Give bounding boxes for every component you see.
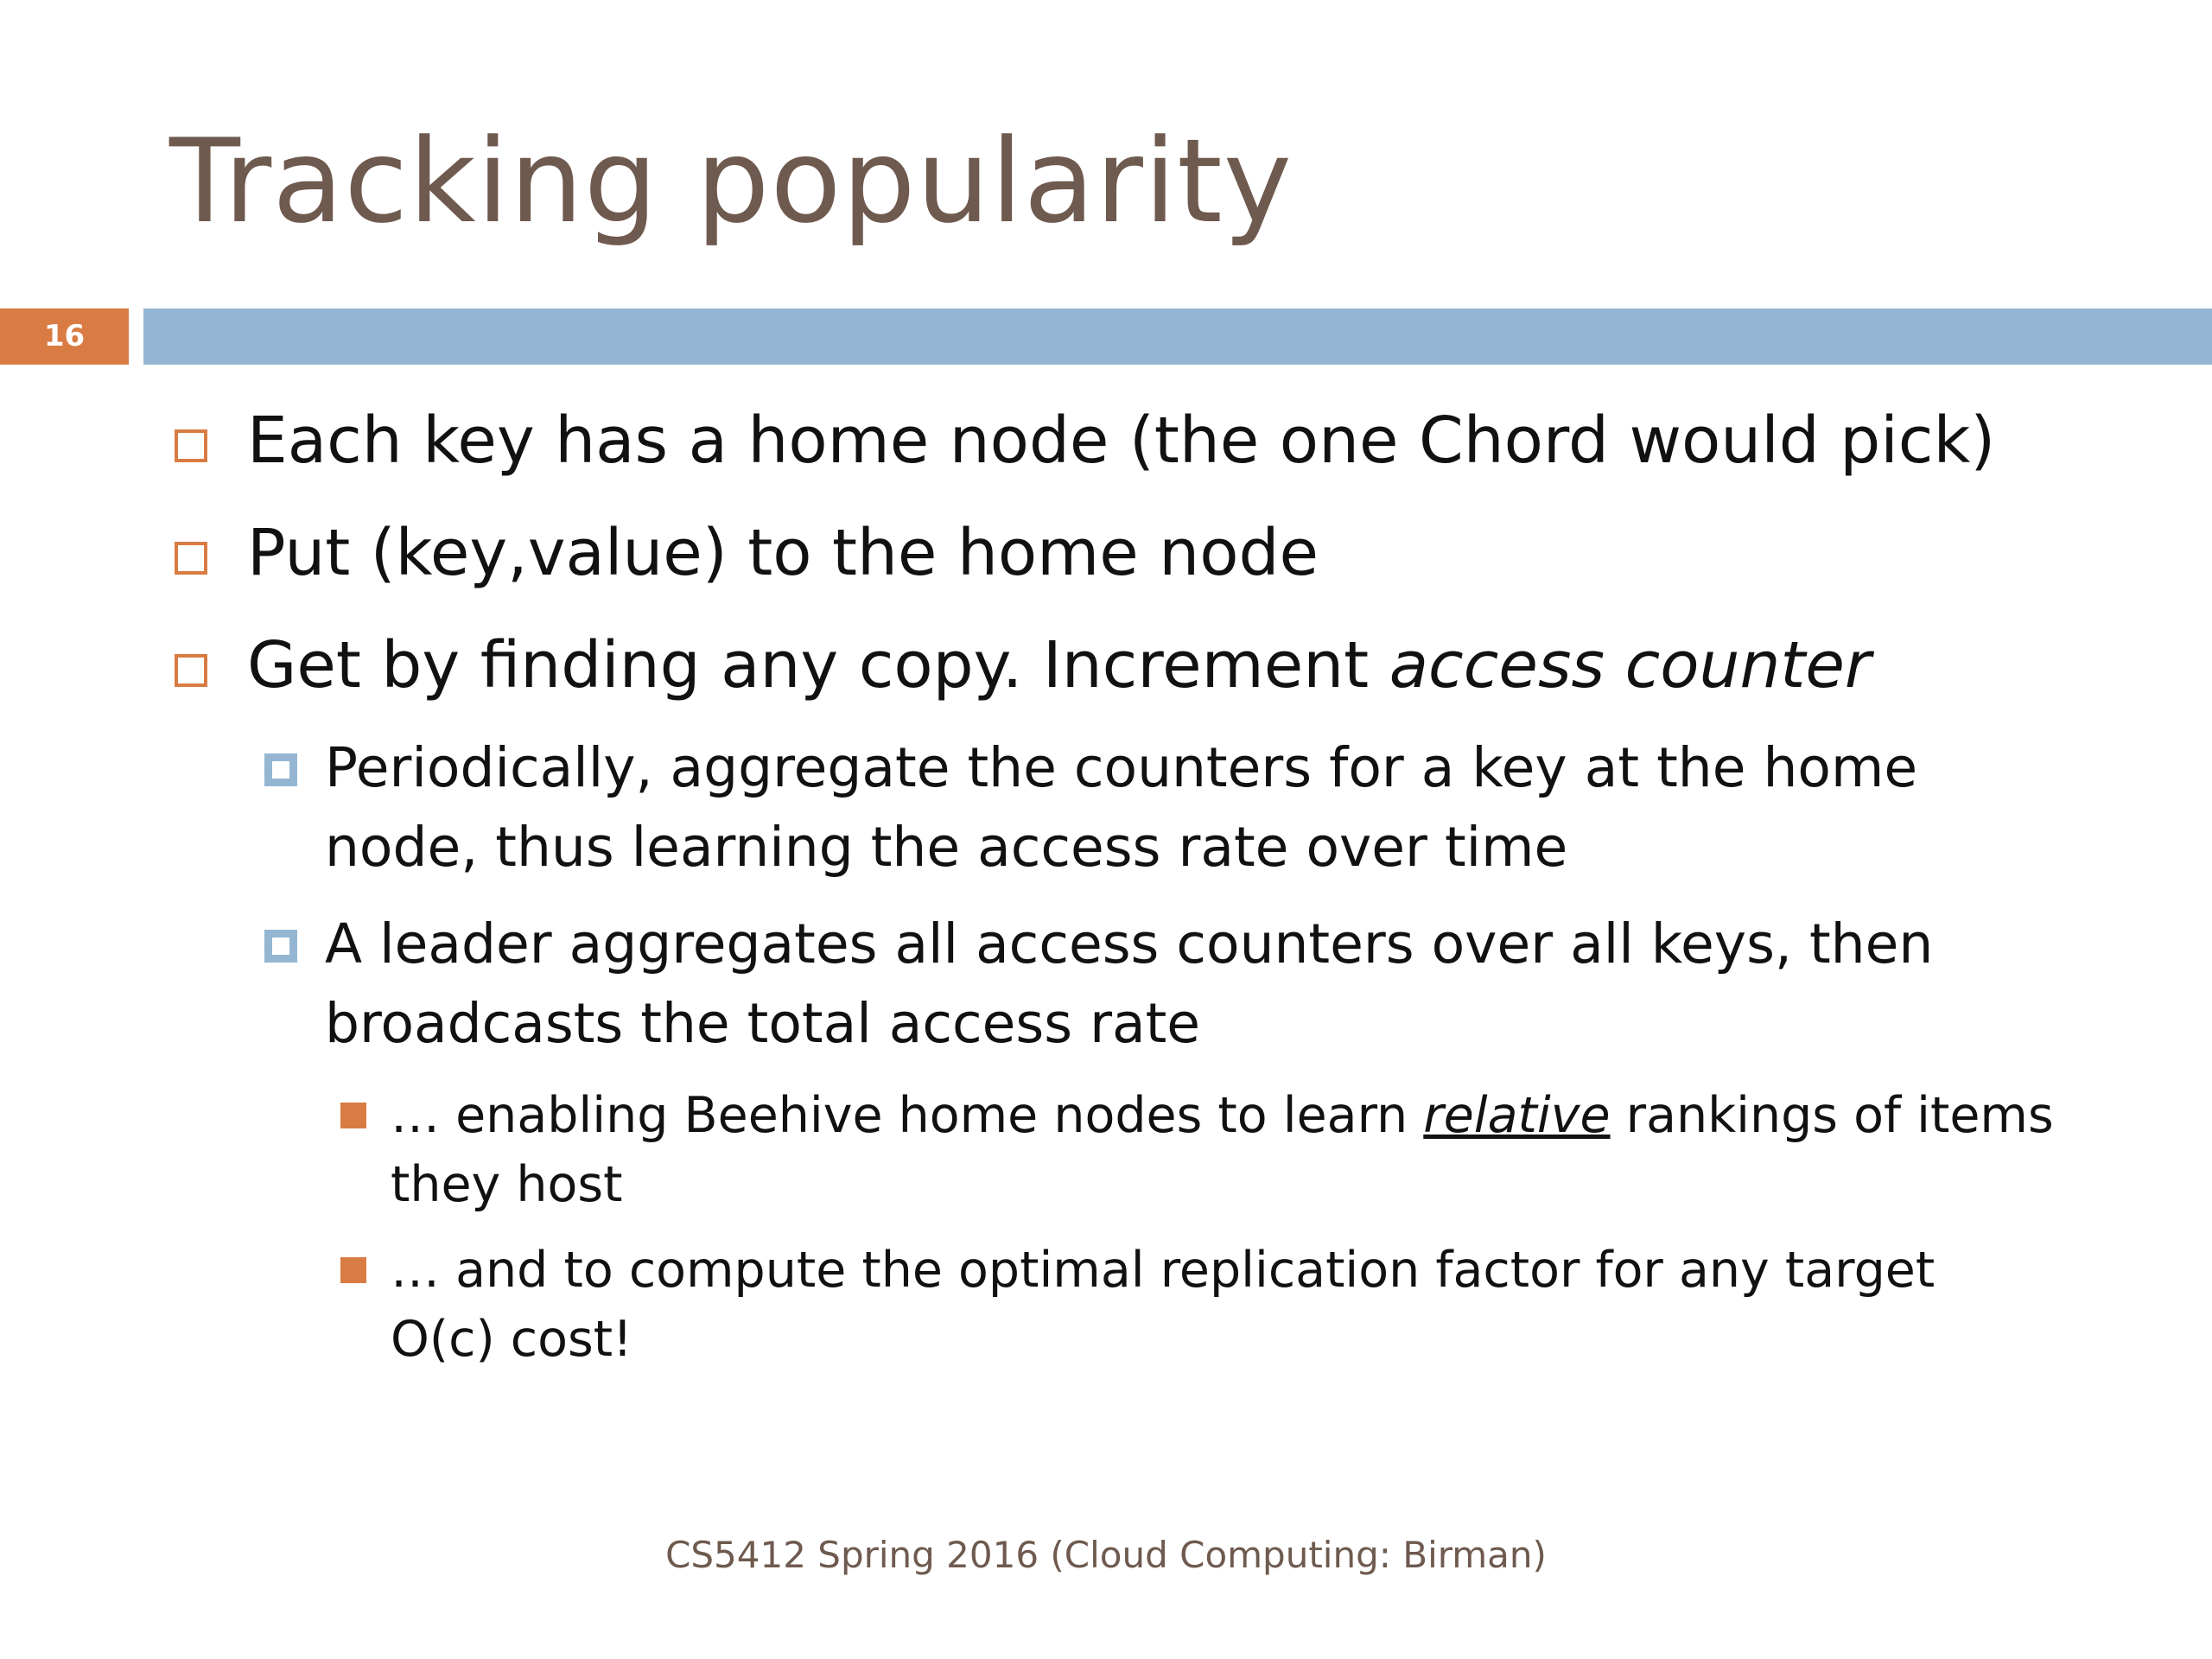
sub-sub-bullet-marker-1 <box>340 1103 366 1128</box>
bullet-1-text: Each key has a home node (the one Chord would pick) <box>247 404 1996 478</box>
bullet-2-text: Put (key,value) to the home node <box>247 516 1319 590</box>
sub-sub-bullet-2-line-2: O(c) cost! <box>391 1311 632 1368</box>
sub-sub-bullet-2-line-1: … and to compute the optimal replication factor for any target <box>391 1242 1936 1299</box>
bullet-marker-2 <box>175 542 207 575</box>
bullet-3-text <box>247 624 1871 707</box>
sub-bullet-2-line-1: A leader aggregates all access counters over all keys, then <box>325 912 1934 976</box>
slide-title: Tracking popularity <box>169 114 1293 249</box>
sub-bullet-marker-1 <box>264 753 297 786</box>
sub-bullet-1-line-2: node, thus learning the access rate over time <box>325 816 1568 879</box>
slide-number-box <box>0 308 129 365</box>
title-divider-bar <box>143 308 2212 365</box>
sub-sub-bullet-marker-2 <box>340 1257 366 1283</box>
sub-bullet-marker-2 <box>264 930 297 963</box>
sub-sub-bullet-1-lead: … enabling Beehive home nodes to learn <box>391 1087 1424 1144</box>
sub-sub-bullet-1-tail: rankings of items <box>1610 1087 2054 1144</box>
sub-bullet-1-line-1: Periodically, aggregate the counters for a key at the home <box>325 736 1918 799</box>
slide-number: 16 <box>43 319 86 353</box>
bullet-marker-1 <box>175 429 207 462</box>
slide-footer: CS5412 Spring 2016 (Cloud Computing: Birman) <box>665 1534 1547 1576</box>
bullet-3-lead: Get by finding any copy. Increment <box>247 628 1389 702</box>
sub-sub-bullet-1-emphasis: relative <box>1423 1087 1611 1144</box>
bullet-marker-3 <box>175 654 207 687</box>
sub-sub-bullet-1-line-1 <box>391 1081 2054 1150</box>
sub-bullet-2-line-2: broadcasts the total access rate <box>325 992 1201 1055</box>
bullet-3-emphasis: access counter <box>1389 628 1872 702</box>
sub-sub-bullet-1-line-2: they host <box>391 1156 623 1213</box>
